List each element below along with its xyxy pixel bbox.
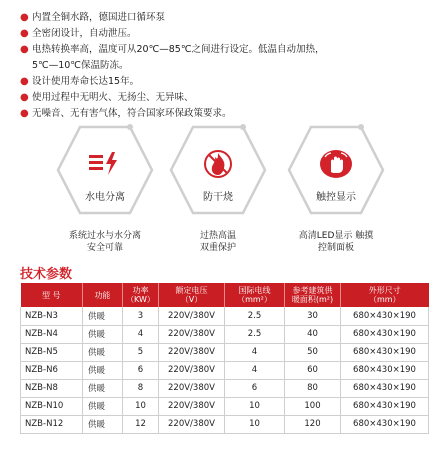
bullet-dot-icon: ● <box>20 76 29 87</box>
table-cell: 80 <box>285 379 341 397</box>
bullet-dot-icon: ● <box>20 28 29 39</box>
feature-description <box>45 230 165 254</box>
table-cell: 5 <box>123 343 159 361</box>
table-cell: 12 <box>123 415 159 433</box>
table-cell: 供暖 <box>83 397 123 415</box>
table-cell: NZB-N6 <box>21 361 83 379</box>
bullet-dot-icon: ● <box>20 44 29 55</box>
feature-label: 水电分离 <box>85 192 125 203</box>
bullet-text: 全密闭设计，自动泄压。 <box>32 28 137 39</box>
table-header-cell: 参考建筑供 暖面积(m²) <box>285 283 341 307</box>
bullet-dot-icon: ● <box>20 92 29 103</box>
bullet-text: 内置全铜水路，德国进口循环泵 <box>32 12 166 23</box>
table-cell: 100 <box>285 397 341 415</box>
table-cell: 10 <box>225 397 285 415</box>
table-header-row <box>21 283 429 307</box>
table-cell: 4 <box>123 325 159 343</box>
bullet-text: 电热转换率高，温度可从20℃—85℃之间进行设定。低温自动加热， <box>32 44 325 55</box>
table-cell: 680×430×190 <box>341 361 429 379</box>
bullet-dot-icon: ● <box>20 12 29 23</box>
table-cell: 120 <box>285 415 341 433</box>
bullet-item <box>20 74 430 90</box>
table-cell: NZB-N4 <box>21 325 83 343</box>
table-cell: 680×430×190 <box>341 325 429 343</box>
table-row <box>21 379 429 397</box>
table-cell: 680×430×190 <box>341 397 429 415</box>
bullet-text: 使用过程中无明火、无扬尘、无异味、 <box>32 92 194 103</box>
table-cell: 220V/380V <box>159 397 225 415</box>
bullet-item <box>20 42 430 58</box>
bullet-text: 设计使用寿命长达15年。 <box>32 76 140 87</box>
table-cell: 6 <box>225 379 285 397</box>
table-cell: 供暖 <box>83 325 123 343</box>
table-cell: NZB-N3 <box>21 307 83 325</box>
section-title: 技术参数 <box>20 267 73 282</box>
table-cell: 220V/380V <box>159 415 225 433</box>
feature-description-line: 系统过水与水分离 <box>68 231 141 241</box>
bullet-text: 无噪音、无有害气体，符合国家环保政策要求。 <box>32 108 232 119</box>
feature-description <box>276 230 396 254</box>
table-cell: 220V/380V <box>159 307 225 325</box>
hexagon-badge <box>286 124 386 216</box>
hand-touch-icon <box>319 148 353 180</box>
table-cell: 10 <box>123 397 159 415</box>
table-header-cell: 外形尺寸 （mm） <box>341 283 429 307</box>
table-cell: 40 <box>285 325 341 343</box>
table-cell: 60 <box>285 361 341 379</box>
table-cell: 50 <box>285 343 341 361</box>
table-cell: NZB-N10 <box>21 397 83 415</box>
bullet-dot-icon: ● <box>20 108 29 119</box>
hexagon-badge <box>168 124 268 216</box>
table-cell: 10 <box>225 415 285 433</box>
table-cell: NZB-N5 <box>21 343 83 361</box>
table-cell: 220V/380V <box>159 343 225 361</box>
table-cell: 3 <box>123 307 159 325</box>
table-cell: 30 <box>285 307 341 325</box>
table-cell: 8 <box>123 379 159 397</box>
heating-lightning-icon <box>85 148 125 178</box>
feature-water-electric-separation <box>45 124 165 254</box>
feature-description-line: 控制面板 <box>317 243 354 253</box>
table-row <box>21 325 429 343</box>
table-cell: NZB-N8 <box>21 379 83 397</box>
feature-description-line: 过热高温 <box>199 231 236 241</box>
table-cell: 供暖 <box>83 307 123 325</box>
table-cell: 供暖 <box>83 343 123 361</box>
table-row <box>21 361 429 379</box>
table-cell: 6 <box>123 361 159 379</box>
feature-description <box>158 230 278 254</box>
feature-description-line: 高清LED显示 触摸 <box>298 231 374 241</box>
feature-bullet-list <box>20 10 430 122</box>
feature-touch-display <box>276 124 396 254</box>
table-cell: 220V/380V <box>159 325 225 343</box>
table-cell: 680×430×190 <box>341 307 429 325</box>
table-cell: 2.5 <box>225 307 285 325</box>
table-row <box>21 343 429 361</box>
table-row <box>21 397 429 415</box>
table-row <box>21 415 429 433</box>
feature-description-line: 安全可靠 <box>86 243 123 253</box>
table-cell: 供暖 <box>83 415 123 433</box>
table-cell: 680×430×190 <box>341 343 429 361</box>
bullet-item <box>20 26 430 42</box>
flame-prohibited-icon <box>202 148 234 180</box>
feature-description-line: 双重保护 <box>199 243 236 253</box>
feature-icons-row <box>0 124 437 254</box>
table-cell: 供暖 <box>83 379 123 397</box>
table-cell: NZB-N12 <box>21 415 83 433</box>
table-cell: 220V/380V <box>159 361 225 379</box>
bullet-item <box>20 10 430 26</box>
table-cell: 680×430×190 <box>341 379 429 397</box>
bullet-continuation: 5℃—10℃保温防冻。 <box>32 60 129 71</box>
table-header-cell: 功能 <box>83 283 123 307</box>
table-cell: 220V/380V <box>159 379 225 397</box>
spec-table <box>20 283 429 434</box>
table-header-cell: 国际电线 （mm²） <box>225 283 285 307</box>
bullet-item <box>20 90 430 106</box>
bullet-item <box>20 106 430 122</box>
table-cell: 4 <box>225 343 285 361</box>
table-header-cell: 额定电压 （V） <box>159 283 225 307</box>
table-cell: 供暖 <box>83 361 123 379</box>
table-row <box>21 307 429 325</box>
table-header-cell: 型 号 <box>21 283 83 307</box>
table-header-cell: 功率 （KW） <box>123 283 159 307</box>
table-cell: 680×430×190 <box>341 415 429 433</box>
feature-label: 防干烧 <box>203 192 233 203</box>
feature-dry-burn-protection <box>158 124 278 254</box>
table-cell: 2.5 <box>225 325 285 343</box>
table-cell: 4 <box>225 361 285 379</box>
feature-label: 触控显示 <box>316 192 356 203</box>
hexagon-badge <box>55 124 155 216</box>
